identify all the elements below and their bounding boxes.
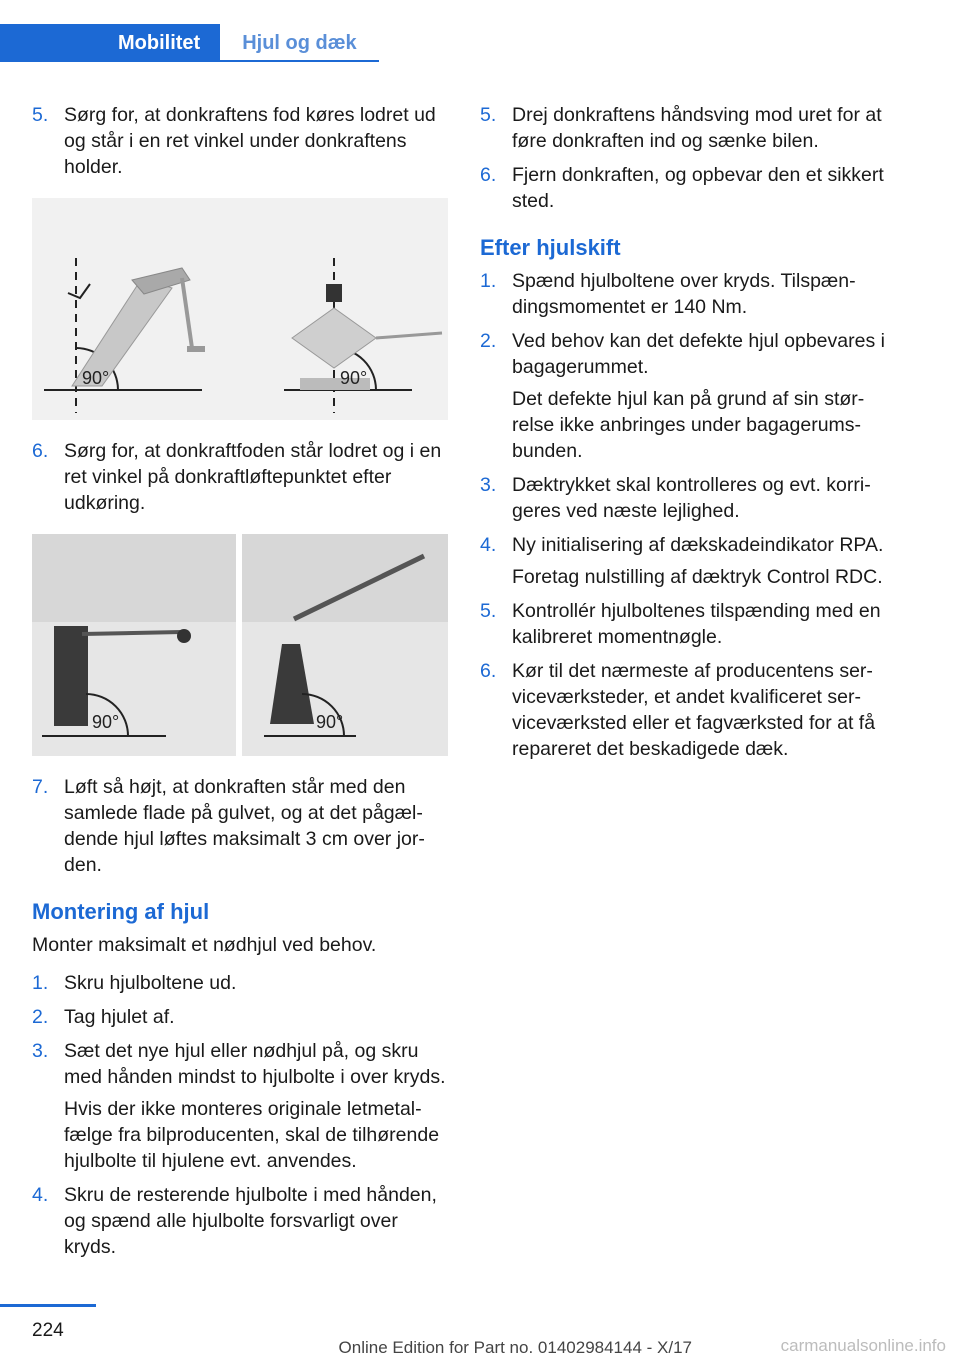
angle-label: 90° (316, 712, 344, 732)
step-text: Sæt det nye hjul eller nødhjul på, og skru med hånden mindst to hjulbolte i over kryds. (64, 1040, 446, 1088)
step-text: Kør til det nærmeste af producentens serviceværksteder, et andet kvalificeret serviceværksted eller et fagværksted for at få repareret det beskadigede dæk. (512, 660, 876, 760)
step-number: 4. (32, 1184, 49, 1206)
step-number: 3. (32, 1040, 49, 1062)
list-item (32, 1182, 448, 1260)
section-heading-montering: Montering af hjul (32, 899, 210, 924)
right-column (480, 102, 896, 770)
list-item (480, 162, 896, 214)
section-heading-efter-hjulskift: Efter hjulskift (480, 235, 621, 260)
jack-lifting-point-figure (32, 534, 448, 756)
jack-foot-illustration (32, 198, 448, 420)
step-number: 5. (32, 104, 49, 126)
step-number: 4. (480, 534, 497, 556)
step-number: 1. (480, 270, 497, 292)
montering-steps-list (32, 970, 448, 1260)
efter-steps-list (480, 268, 896, 762)
list-item (480, 658, 896, 762)
step-text: Ny initialisering af dækskadeindikator RPA. (512, 534, 884, 556)
list-item (480, 472, 896, 524)
step-number: 7. (32, 776, 49, 798)
step-text: Sørg for, at donkraftfoden står lodret og i en ret vinkel på donkraftløftepunktet efter udkøring. (64, 440, 442, 514)
step-text: Fjern donkraften, og opbevar den et sikkert sted. (512, 164, 884, 212)
list-item (32, 1038, 448, 1174)
angle-label: 90° (340, 368, 368, 388)
jack-lifting-point-illustration (32, 534, 448, 756)
list-item (480, 268, 896, 320)
list-item (32, 102, 448, 180)
section-intro: Monter maksimalt et nødhjul ved behov. (32, 934, 377, 956)
step-number: 6. (32, 440, 49, 462)
step-number: 5. (480, 104, 497, 126)
list-item (32, 438, 448, 516)
step-number: 5. (480, 600, 497, 622)
left-column (32, 102, 448, 1268)
step-number: 3. (480, 474, 497, 496)
angle-label: 90° (92, 712, 120, 732)
list-item (480, 532, 896, 590)
step-number: 1. (32, 972, 49, 994)
step-text: Skru hjulboltene ud. (64, 972, 237, 994)
step-text: Dæktrykket skal kontrolleres og evt. korrigeres ved næste lejlighed. (512, 474, 871, 522)
step-text: Spænd hjulboltene over kryds. Tilspændingsmomentet er 140 Nm. (512, 270, 856, 318)
step-note: Foretag nulstilling af dæktryk Control RDC. (512, 566, 883, 588)
step-number: 2. (480, 330, 497, 352)
watermark: carmanualsonline.info (780, 1336, 946, 1355)
step-note: Hvis der ikke monteres originale letmetalfælge fra bilproducenten, skal de tilhørende hjulbolte til hjulene evt. anvendes. (64, 1098, 440, 1172)
list-item (480, 328, 896, 464)
list-item (480, 102, 896, 154)
page-header (0, 0, 960, 64)
breadcrumb (0, 24, 379, 62)
step-number: 6. (480, 164, 497, 186)
list-item (32, 970, 448, 996)
breadcrumb-section-mobilitet[interactable]: Mobilitet (0, 24, 220, 62)
step-text: Skru de resterende hjulbolte i med hånden, og spænd alle hjulbolte forsvarligt over kryds. (64, 1184, 437, 1258)
step-text: Drej donkraftens håndsving mod uret for at føre donkraften ind og sænke bilen. (512, 104, 882, 152)
step-note: Det defekte hjul kan på grund af sin størrelse ikke anbringes under bagagerumsbunden. (512, 388, 865, 462)
footer-rule (0, 1304, 96, 1307)
step-text: Kontrollér hjulboltenes tilspænding med en kalibreret momentnøgle. (512, 600, 881, 648)
list-item (32, 1004, 448, 1030)
edition-info: Online Edition for Part no. 01402984144 - X/17 (338, 1338, 692, 1357)
list-item (480, 598, 896, 650)
breadcrumb-chapter-hjul-og-daek[interactable]: Hjul og dæk (220, 24, 378, 62)
step-number: 2. (32, 1006, 49, 1028)
angle-label: 90° (82, 368, 110, 388)
step-text: Løft så højt, at donkraften står med den samlede flade på gulvet, og at det pågældende hjul løftes maksimalt 3 cm over jorden. (64, 776, 425, 876)
step-text: Sørg for, at donkraftens fod køres lodret ud og står i en ret vinkel under donkraftens holder. (64, 104, 436, 178)
step-number: 6. (480, 660, 497, 682)
step-text: Ved behov kan det defekte hjul opbevares i bagagerummet. (512, 330, 885, 378)
jack-foot-figure (32, 198, 448, 420)
page-number: 224 (32, 1320, 64, 1341)
list-item (32, 774, 448, 878)
step-text: Tag hjulet af. (64, 1006, 175, 1028)
